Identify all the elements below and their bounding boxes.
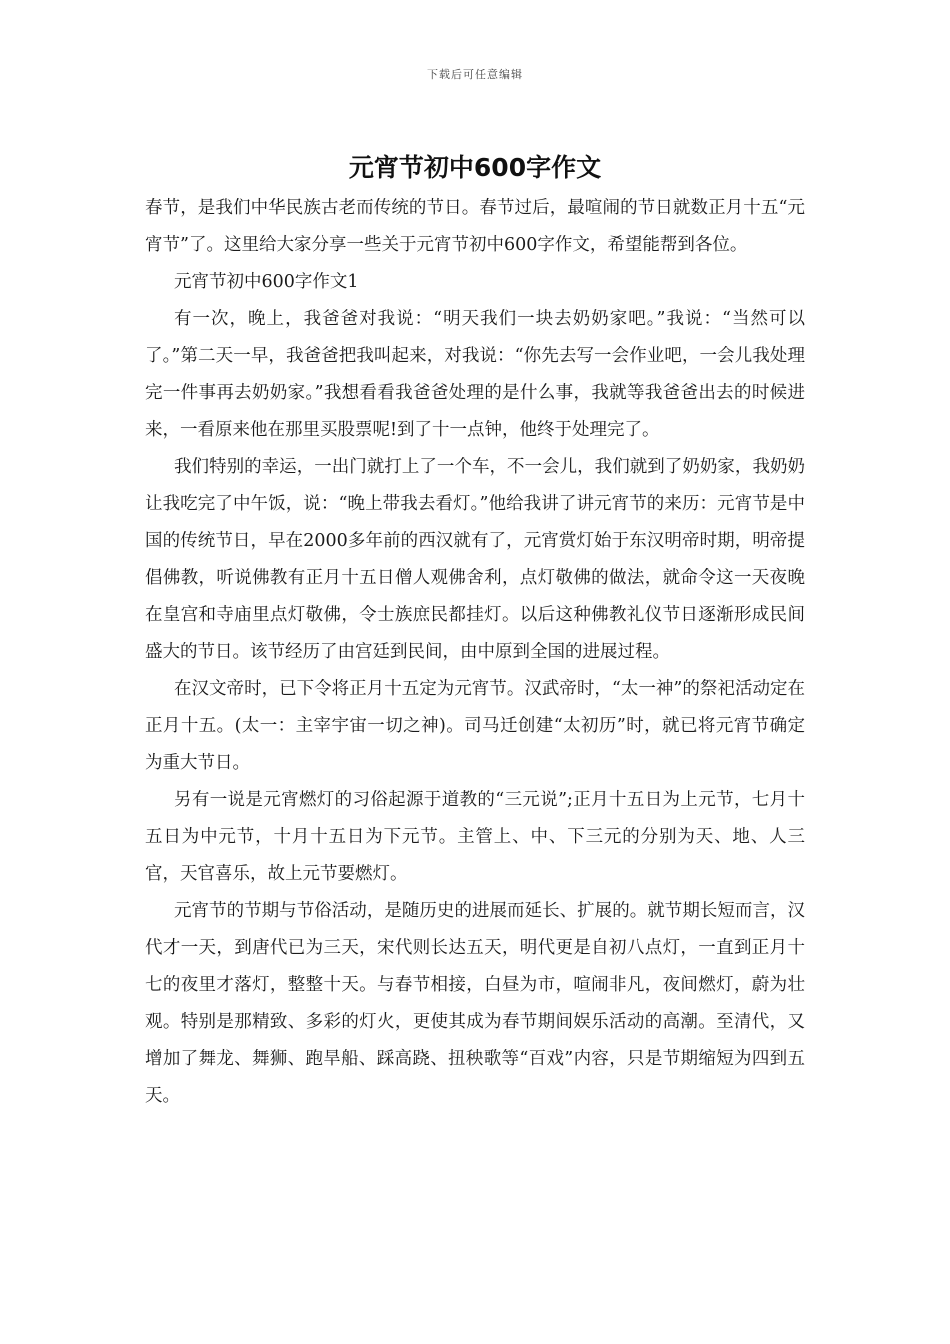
- paragraph-subtitle: 元宵节初中600字作文1: [174, 272, 359, 292]
- document-body: [145, 190, 805, 1115]
- document-title: 元宵节初中600字作文: [348, 153, 602, 182]
- paragraph-body: 另有一说是元宵燃灯的习俗起源于道教的“三元说”;正月十五日为上元节，七月十五日为中元节，十月十五日为下元节。主管上、中、下三元的分别为天、地、人三官，天官喜乐，故上元节要燃灯。: [145, 790, 805, 884]
- paragraph-body: 有一次，晚上，我爸爸对我说：“明天我们一块去奶奶家吧。”我说：“当然可以了。”第二天一早，我爸爸把我叫起来，对我说：“你先去写一会作业吧，一会儿我处理完一件事再去奶奶家。”我想看看我爸爸处理的是什么事，我就等我爸爸出去的时候进来，一看原来他在那里买股票呢!到了十一点钟，他终于处理完了。: [145, 309, 805, 440]
- page-header-note: 下载后可任意编辑: [427, 68, 523, 81]
- paragraph-body: 元宵节的节期与节俗活动，是随历史的进展而延长、扩展的。就节期长短而言，汉代才一天，到唐代已为三天，宋代则长达五天，明代更是自初八点灯，一直到正月十七的夜里才落灯，整整十天。与春节相接，白昼为市，喧闹非凡，夜间燃灯，蔚为壮观。特别是那精致、多彩的灯火，更使其成为春节期间娱乐活动的高潮。至清代，又增加了舞龙、舞狮、跑旱船、踩高跷、扭秧歌等“百戏”内容，只是节期缩短为四到五天。: [145, 901, 805, 1106]
- paragraph-intro: 春节，是我们中华民族古老而传统的节日。春节过后，最喧闹的节日就数正月十五“元宵节”了。这里给大家分享一些关于元宵节初中600字作文，希望能帮到各位。: [145, 198, 805, 255]
- paragraph-body: 我们特别的幸运，一出门就打上了一个车，不一会儿，我们就到了奶奶家，我奶奶让我吃完了中午饭，说：“晚上带我去看灯。”他给我讲了讲元宵节的来历：元宵节是中国的传统节日，早在2000多年前的西汉就有了，元宵赏灯始于东汉明帝时期，明帝提倡佛教，听说佛教有正月十五日僧人观佛舍利，点灯敬佛的做法，就命令这一天夜晚在皇宫和寺庙里点灯敬佛，令士族庶民都挂灯。以后这种佛教礼仪节日逐渐形成民间盛大的节日。该节经历了由宫廷到民间，由中原到全国的进展过程。: [145, 457, 805, 662]
- paragraph-body: 在汉文帝时，已下令将正月十五定为元宵节。汉武帝时，“太一神”的祭祀活动定在正月十五。(太一：主宰宇宙一切之神)。司马迁创建“太初历”时，就已将元宵节确定为重大节日。: [145, 679, 805, 773]
